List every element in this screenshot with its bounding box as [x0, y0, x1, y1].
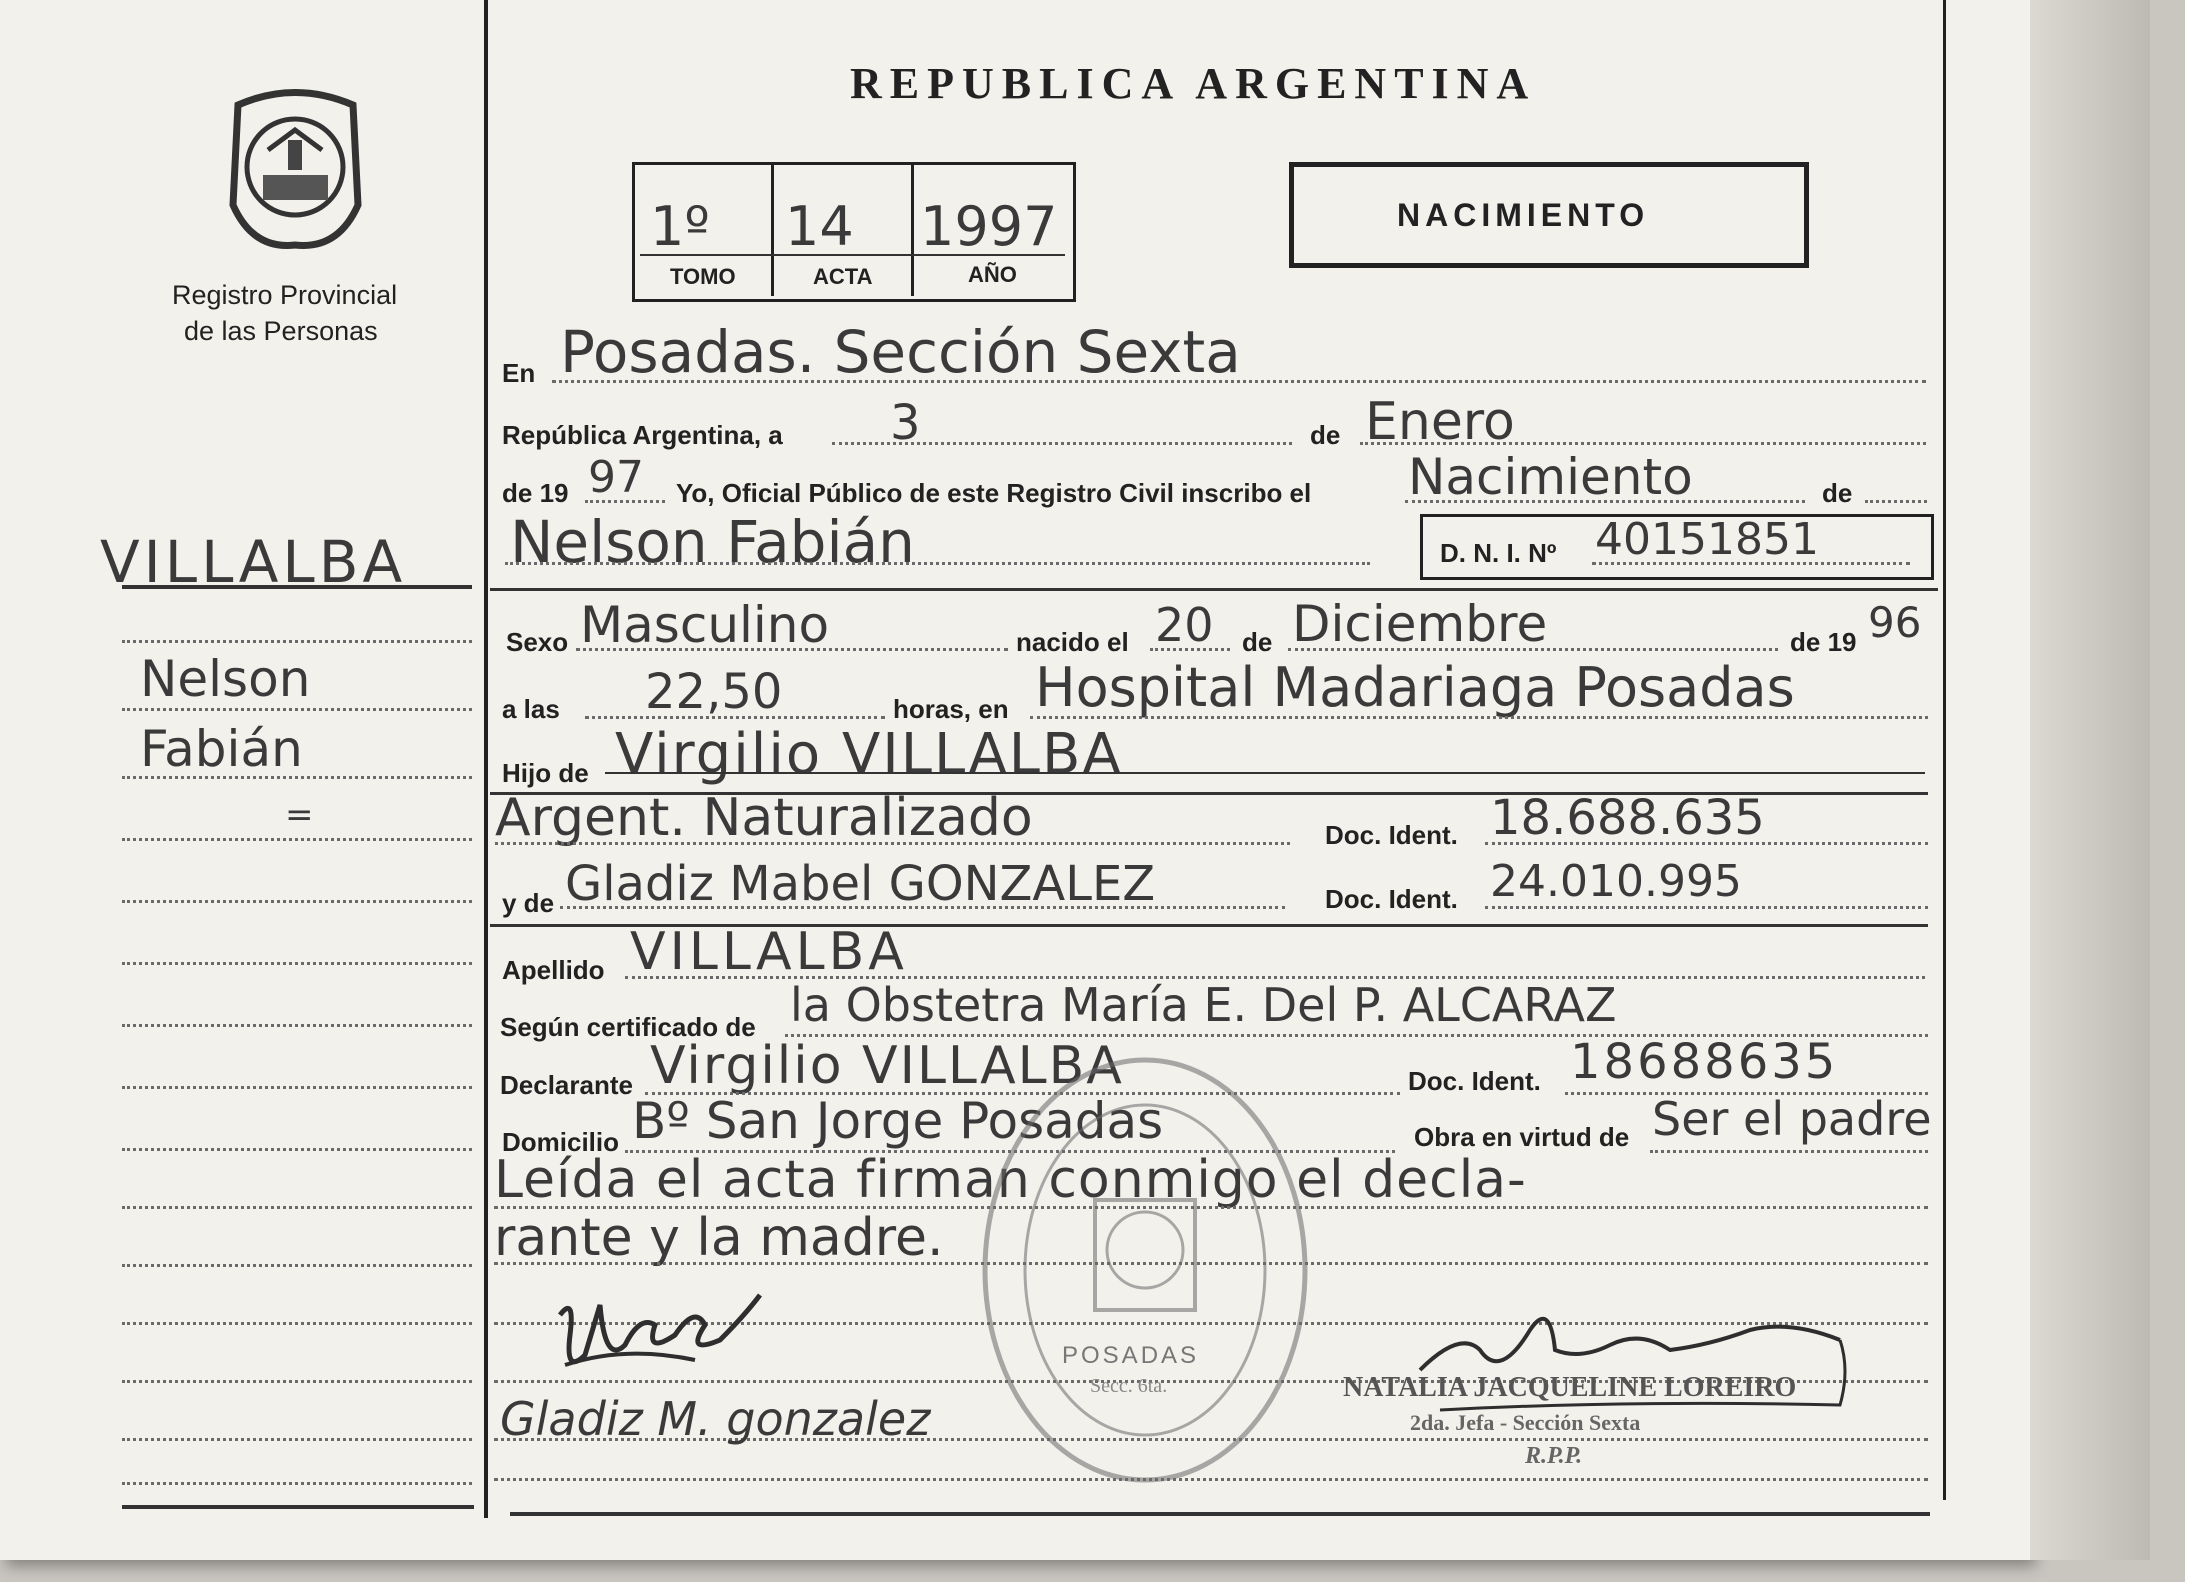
republica-label: República Argentina, a	[502, 420, 783, 450]
de-line	[1865, 500, 1927, 503]
margin-line	[122, 1206, 472, 1209]
de-label-3: de	[1242, 627, 1273, 657]
nacido-label: nacido el	[1016, 627, 1129, 657]
margin-line	[122, 962, 472, 965]
dni-label: D. N. I. Nº	[1440, 538, 1557, 568]
note-line-1: Leída el acta firman conmigo el decla-	[494, 1150, 1527, 1210]
inscribo-label: Yo, Oficial Público de este Registro Civil inscribo el	[676, 478, 1312, 508]
certificado-label: Según certificado de	[500, 1012, 756, 1042]
acta-value: 14	[785, 195, 854, 258]
stamp-city: POSADAS	[1062, 1342, 1200, 1369]
margin-name-1: Nelson	[140, 650, 311, 708]
dni-line	[1592, 562, 1910, 565]
registry-line-2: de las Personas	[184, 316, 378, 346]
birth-day-line	[1150, 648, 1230, 651]
margin-line	[122, 838, 472, 841]
father-nationality: Argent. Naturalizado	[495, 788, 1033, 848]
sexo-value: Masculino	[580, 596, 830, 654]
section-rule-1	[490, 588, 1938, 591]
declarante-value: Virgilio VILLALBA	[650, 1036, 1124, 1096]
official-title: 2da. Jefa - Sección Sexta	[1410, 1410, 1641, 1435]
apellido-label: Apellido	[502, 955, 605, 985]
registry-stamp-icon	[975, 1050, 1315, 1490]
official-name: NATALIA JACQUELINE LOREIRO	[1343, 1372, 1797, 1403]
record-box-divider-2	[911, 165, 914, 296]
inscribo-value: Nacimiento	[1408, 448, 1693, 506]
frame-left-line	[484, 0, 488, 1518]
certificado-value: la Obstetra María E. Del P. ALCARAZ	[790, 978, 1617, 1032]
mother-doc: 24.010.995	[1490, 856, 1742, 907]
mother-doc-line	[1485, 906, 1928, 909]
obra-line	[1650, 1150, 1928, 1153]
month-value: Enero	[1365, 392, 1515, 452]
country-title: REPUBLICA ARGENTINA	[850, 59, 1537, 108]
page-edge	[2030, 0, 2150, 1560]
frame-right-line	[1943, 0, 1946, 1500]
birth-month-line	[1288, 648, 1778, 651]
acta-label: ACTA	[813, 264, 873, 289]
birth-year: 96	[1868, 598, 1922, 647]
apellido-value: VILLALBA	[630, 922, 908, 982]
en-label: En	[502, 358, 536, 388]
father-name: Virgilio VILLALBA	[615, 722, 1123, 787]
anio-value: 1997	[920, 195, 1058, 258]
year-prefix-label: de 19	[502, 478, 569, 508]
y-de-label: y de	[502, 888, 555, 918]
form-bottom-rule	[510, 1512, 1930, 1516]
margin-line	[122, 1438, 472, 1441]
child-name: Nelson Fabián	[510, 508, 915, 576]
margin-line	[122, 1024, 472, 1027]
margin-name-2: Fabián	[140, 720, 303, 778]
day-value: 3	[890, 395, 921, 451]
margin-surname: VILLALBA	[100, 528, 407, 596]
father-doc: 18.688.635	[1490, 790, 1765, 846]
mother-doc-label: Doc. Ident.	[1325, 884, 1458, 914]
margin-line	[122, 708, 472, 711]
de19-label: de 19	[1790, 627, 1857, 657]
nationality-line	[495, 842, 1290, 845]
anio-label: AÑO	[968, 262, 1017, 287]
margin-line	[122, 1086, 472, 1089]
domicilio-value: Bº San Jorge Posadas	[632, 1092, 1164, 1150]
en-value: Posadas. Sección Sexta	[560, 318, 1241, 386]
declarante-doc: 18688635	[1570, 1034, 1839, 1090]
record-box-divider-1	[771, 165, 774, 296]
margin-line	[122, 1264, 472, 1267]
father-doc-label: Doc. Ident.	[1325, 820, 1458, 850]
tomo-label: TOMO	[670, 264, 736, 289]
horas-label: horas, en	[893, 694, 1009, 724]
registry-line-1: Registro Provincial	[172, 280, 398, 310]
margin-line	[122, 776, 472, 779]
child-name-line	[505, 562, 1370, 565]
obra-value: Ser el padre	[1652, 1092, 1932, 1146]
sexo-label: Sexo	[506, 627, 569, 657]
de-label: de	[1310, 420, 1341, 450]
margin-line	[122, 1380, 472, 1383]
place-line	[1030, 716, 1928, 719]
note-line-2: rante y la madre.	[494, 1208, 944, 1268]
mother-name: Gladiz Mabel GONZALEZ	[565, 856, 1156, 912]
birth-day: 20	[1155, 598, 1214, 652]
document-type: NACIMIENTO	[1397, 197, 1650, 233]
declarante-label: Declarante	[500, 1070, 633, 1100]
birth-month: Diciembre	[1292, 595, 1548, 653]
place-value: Hospital Madariaga Posadas	[1035, 656, 1795, 719]
inscribo-line	[1405, 500, 1805, 503]
domicilio-label: Domicilio	[502, 1127, 620, 1157]
hijo-label: Hijo de	[502, 758, 589, 788]
declarante-doc-label: Doc. Ident.	[1408, 1066, 1541, 1096]
father-doc-line	[1485, 842, 1928, 845]
mother-name-line	[560, 906, 1285, 909]
margin-surname-underline	[122, 585, 472, 589]
margin-line	[122, 1482, 472, 1485]
declarant-signature-icon	[545, 1255, 785, 1395]
obra-label: Obra en virtud de	[1414, 1122, 1630, 1152]
margin-line	[122, 640, 472, 643]
sexo-line	[576, 648, 1008, 651]
mother-signature: Gladiz M. gonzalez	[500, 1392, 931, 1446]
margin-line	[122, 1148, 472, 1151]
tomo-value: 1º	[650, 195, 710, 258]
margin-line	[122, 900, 472, 903]
stamp-section: Secc. 6ta.	[1090, 1375, 1168, 1397]
margin-bottom-rule	[122, 1505, 474, 1509]
year-line	[585, 500, 665, 503]
hour-line	[585, 716, 885, 719]
official-org: R.P.P.	[1525, 1443, 1583, 1469]
margin-line	[122, 1322, 472, 1325]
de-label-2: de	[1822, 478, 1853, 508]
dni-value: 40151851	[1595, 514, 1819, 565]
a-las-label: a las	[502, 694, 560, 724]
hour-value: 22,50	[645, 664, 783, 720]
year-value: 97	[588, 452, 644, 503]
margin-mark: =	[285, 795, 314, 835]
father-name-line	[605, 772, 1925, 774]
province-seal-icon	[218, 85, 373, 255]
